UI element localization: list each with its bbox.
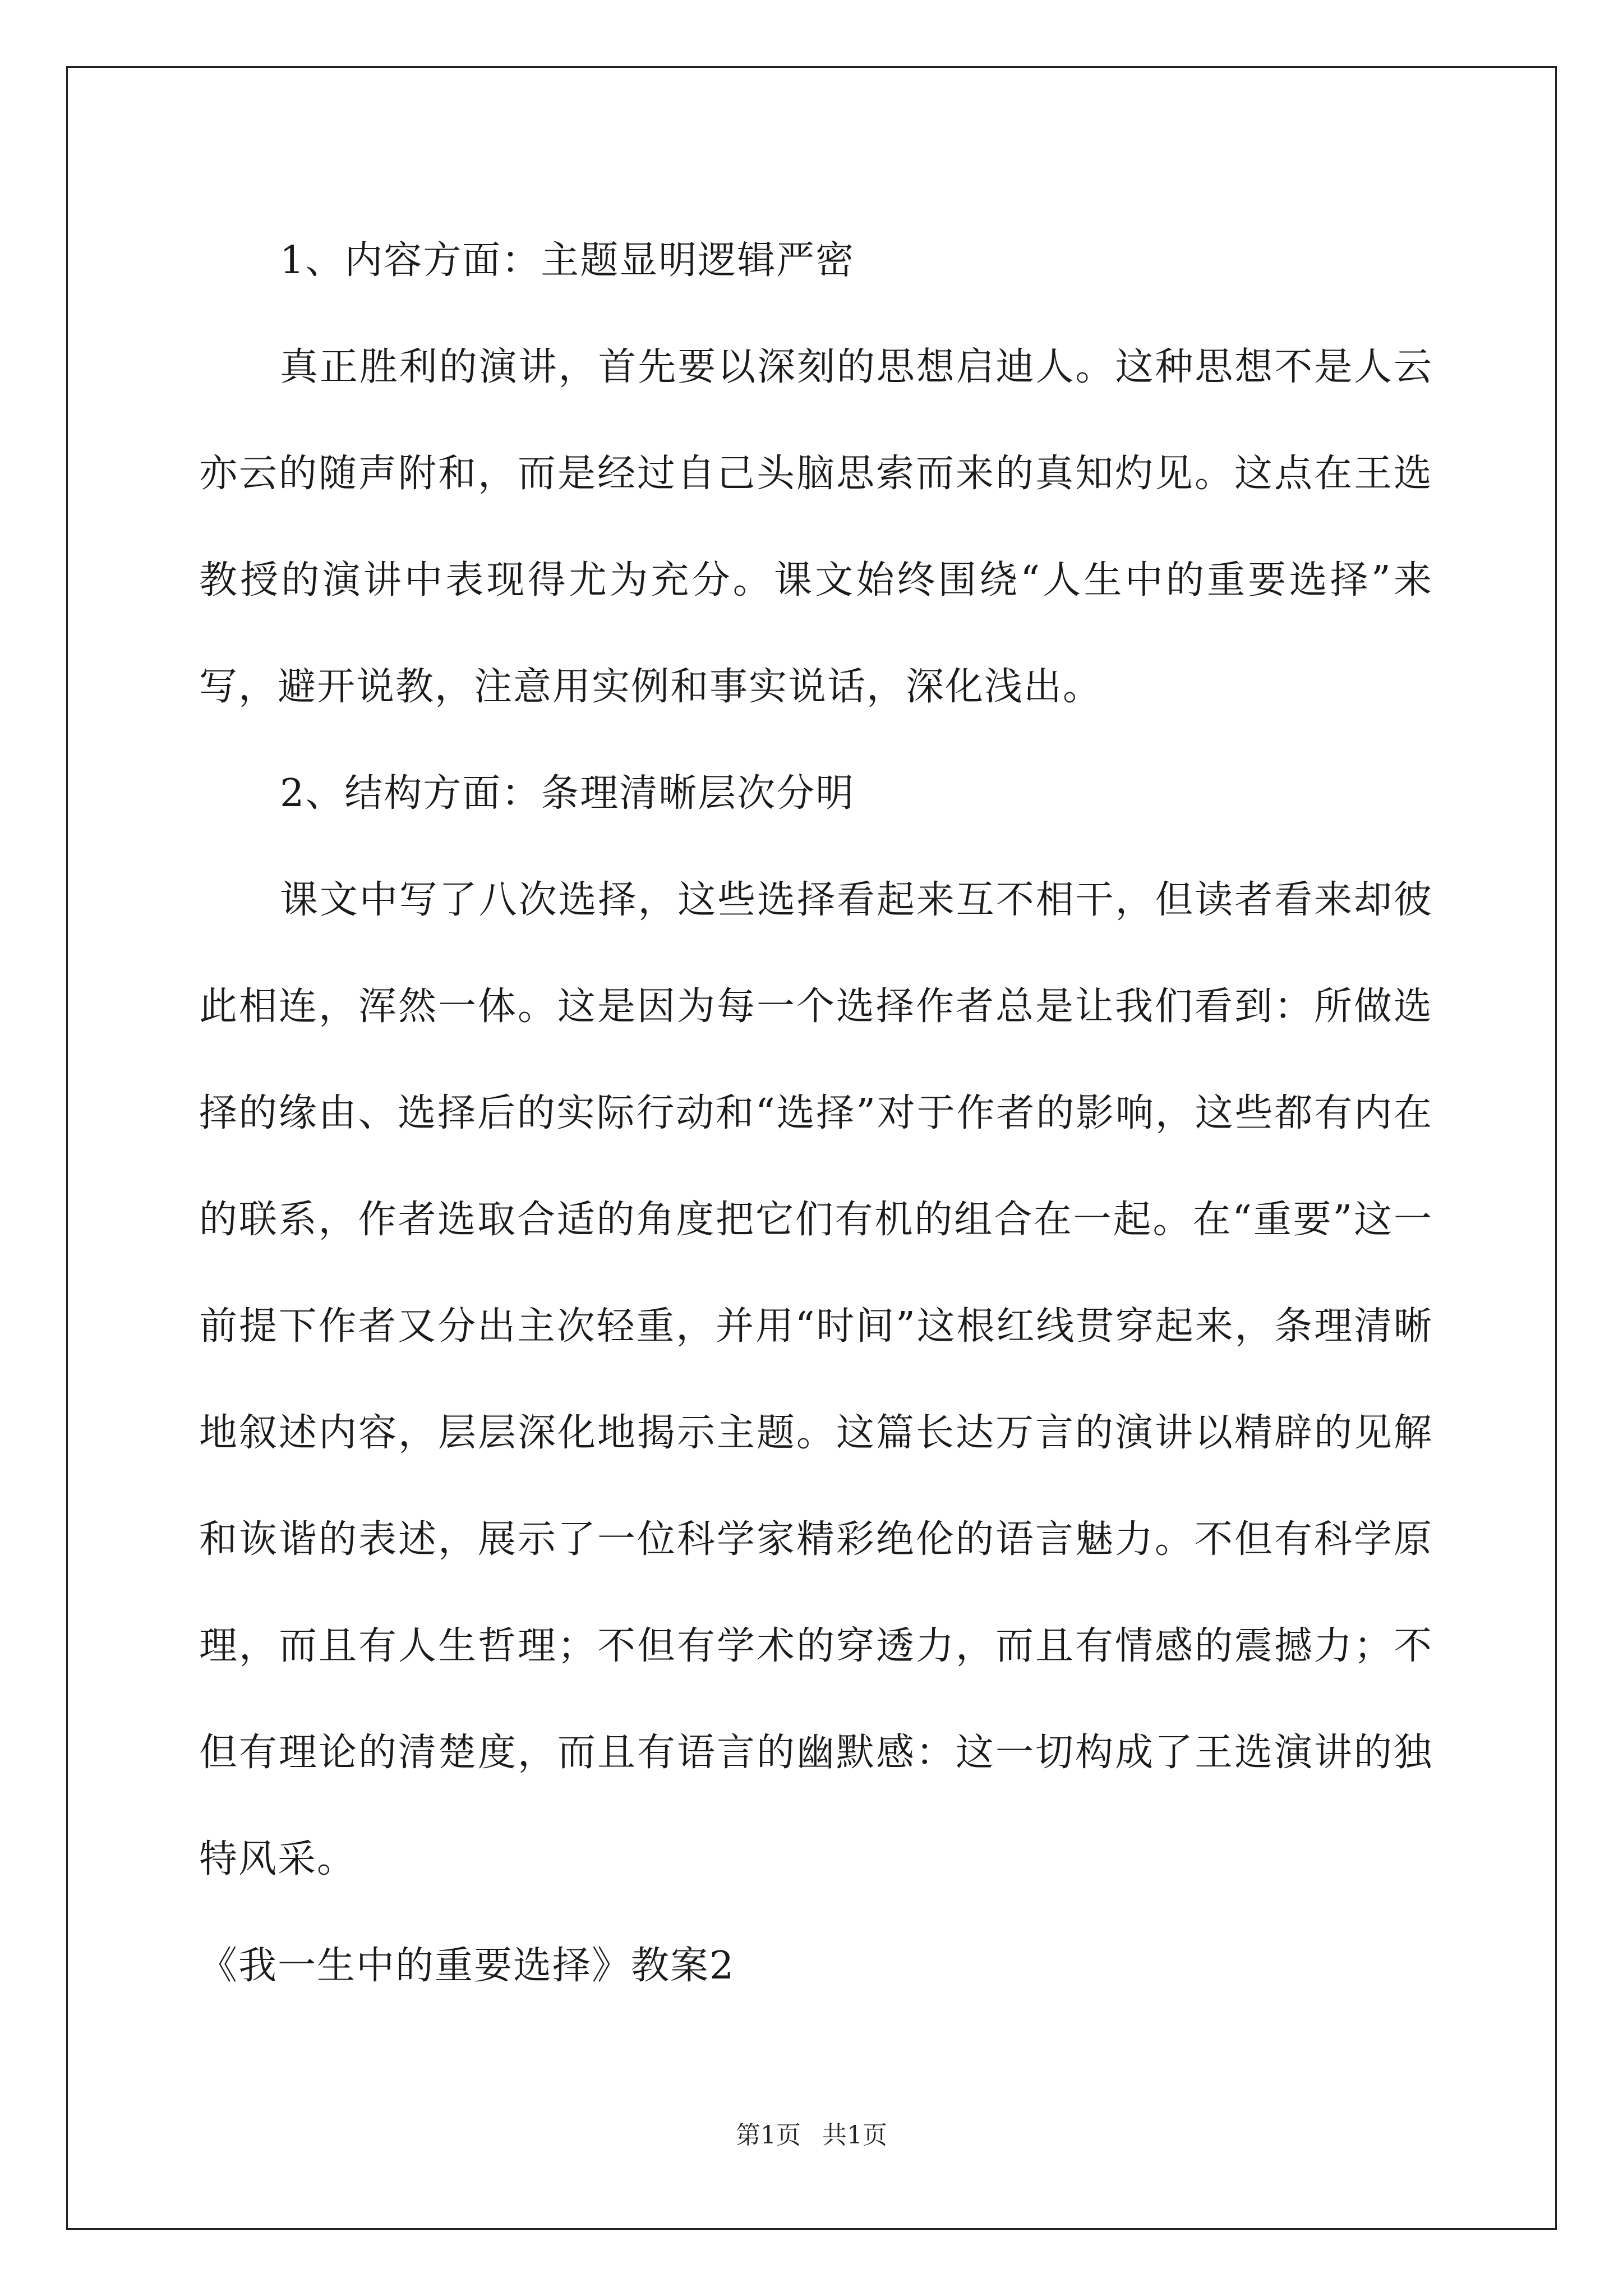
page-number: 第1页 (736, 2121, 801, 2150)
document-body (199, 208, 1433, 2019)
section-heading-structure: 2、结构方面：条理清晰层次分明 (280, 771, 855, 816)
lesson-plan-title: 《我一生中的重要选择》教案2 (199, 1944, 735, 1988)
paragraph-structure: 课文中写了八次选择，这些选择看起来互不相干，但读者看来却彼此相连，浑然一体。这是因为每一个选择作者总是让我们看到：所做选择的缘由、选择后的实际行动和“选择”对于作者的影响，这些都有内在的联系，作者选取合适的角度把它们有机的组合在一起。在“重要”这一前提下作者又分出主次轻重，并用“时间”这根红线贯穿起来，条理清晰地叙述内容，层层深化地揭示主题。这篇长达万言的演讲以精辟的见解和诙谐的表述，展示了一位科学家精彩绝伦的语言魅力。不但有科学原理，而且有人生哲理；不但有学术的穿透力，而且有情感的震撼力；不但有理论的清楚度，而且有语言的幽默感：这一切构成了王选演讲的独特风采。 (199, 878, 1433, 1881)
page-footer (0, 2115, 1623, 2151)
paragraph-content: 真正胜利的演讲，首先要以深刻的思想启迪人。这种思想不是人云亦云的随声附和，而是经过自己头脑思索而来的真知灼见。这点在王选教授的演讲中表现得尤为充分。课文始终围绕“人生中的重要选择”来写，避开说教，注意用实例和事实说话，深化浅出。 (199, 345, 1433, 709)
page-total: 共1页 (822, 2121, 887, 2150)
section-heading-content: 1、内容方面：主题显明逻辑严密 (280, 238, 855, 283)
